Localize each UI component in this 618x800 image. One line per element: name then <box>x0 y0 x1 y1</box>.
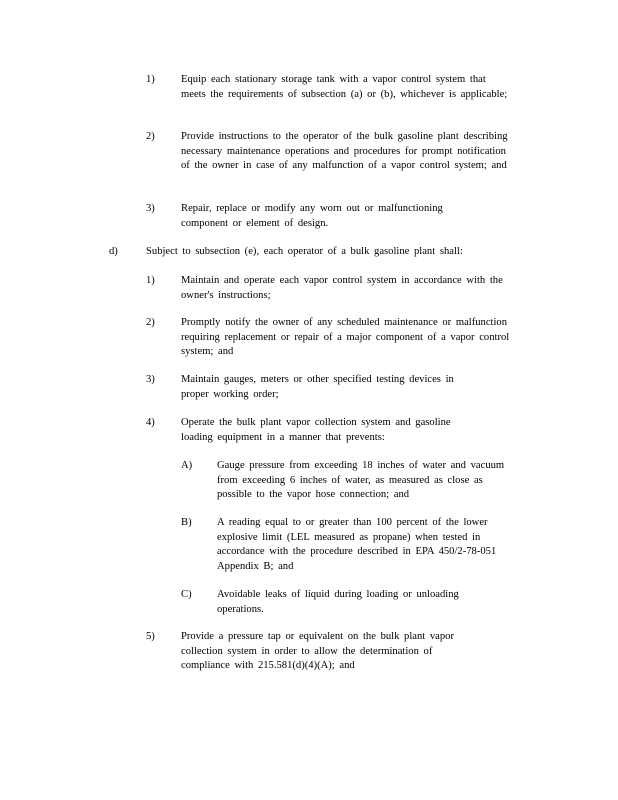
item-label: 1) <box>146 275 155 286</box>
sub-item-text: Gauge pressure from exceeding 18 inches of water and vacuum from exceeding 6 inches of water, as measured as close as possible to the vapor hose connection; and <box>217 460 509 500</box>
sub-item-label: B) <box>181 517 192 528</box>
item-label: 1) <box>146 74 155 85</box>
sub-item-label: C) <box>181 589 192 600</box>
item-label: 5) <box>146 631 155 642</box>
item-label: 3) <box>146 203 155 214</box>
item-label: 3) <box>146 374 155 385</box>
sub-item-text: Avoidable leaks of liquid during loading or unloading operations. <box>217 589 459 615</box>
item-text: Provide a pressure tap or equivalent on the bulk plant vapor collection system in order to allow the determination of compliance with 215.581(d)(4)(A); and <box>181 631 455 671</box>
item-text: Operate the bulk plant vapor collection system and gasoline loading equipment in a manner that prevents: <box>181 417 451 443</box>
item-text: Provide instructions to the operator of the bulk gasoline plant describing necessary maintenance operations and procedures for prompt notification of the owner in case of any malfunction of a vapor control system; and <box>181 131 513 171</box>
item-text: Equip each stationary storage tank with a vapor control system that meets the requirements of subsection (a) or (b), whichever is applicable; <box>181 74 508 100</box>
item-text: Promptly notify the owner of any scheduled maintenance or malfunction requiring replacement or repair of a major component of a vapor control system; and <box>181 317 514 357</box>
section-label: d) <box>109 246 118 257</box>
item-label: 4) <box>146 417 155 428</box>
sub-item-label: A) <box>181 460 193 471</box>
section-text: Subject to subsection (e), each operator of a bulk gasoline plant shall: <box>146 246 463 257</box>
item-text: Repair, replace or modify any worn out or malfunctioning component or element of design. <box>181 203 443 229</box>
item-text: Maintain gauges, meters or other specified testing devices in proper working order; <box>181 374 454 400</box>
sub-item-text: A reading equal to or greater than 100 percent of the lower explosive limit (LEL measured as propane) when tested in accordance with the procedure described in EPA 450/2-78-051 Appendix B; and <box>217 517 501 572</box>
item-text: Maintain and operate each vapor control system in accordance with the owner's instructions; <box>181 275 508 301</box>
item-label: 2) <box>146 317 155 328</box>
item-label: 2) <box>146 131 155 142</box>
